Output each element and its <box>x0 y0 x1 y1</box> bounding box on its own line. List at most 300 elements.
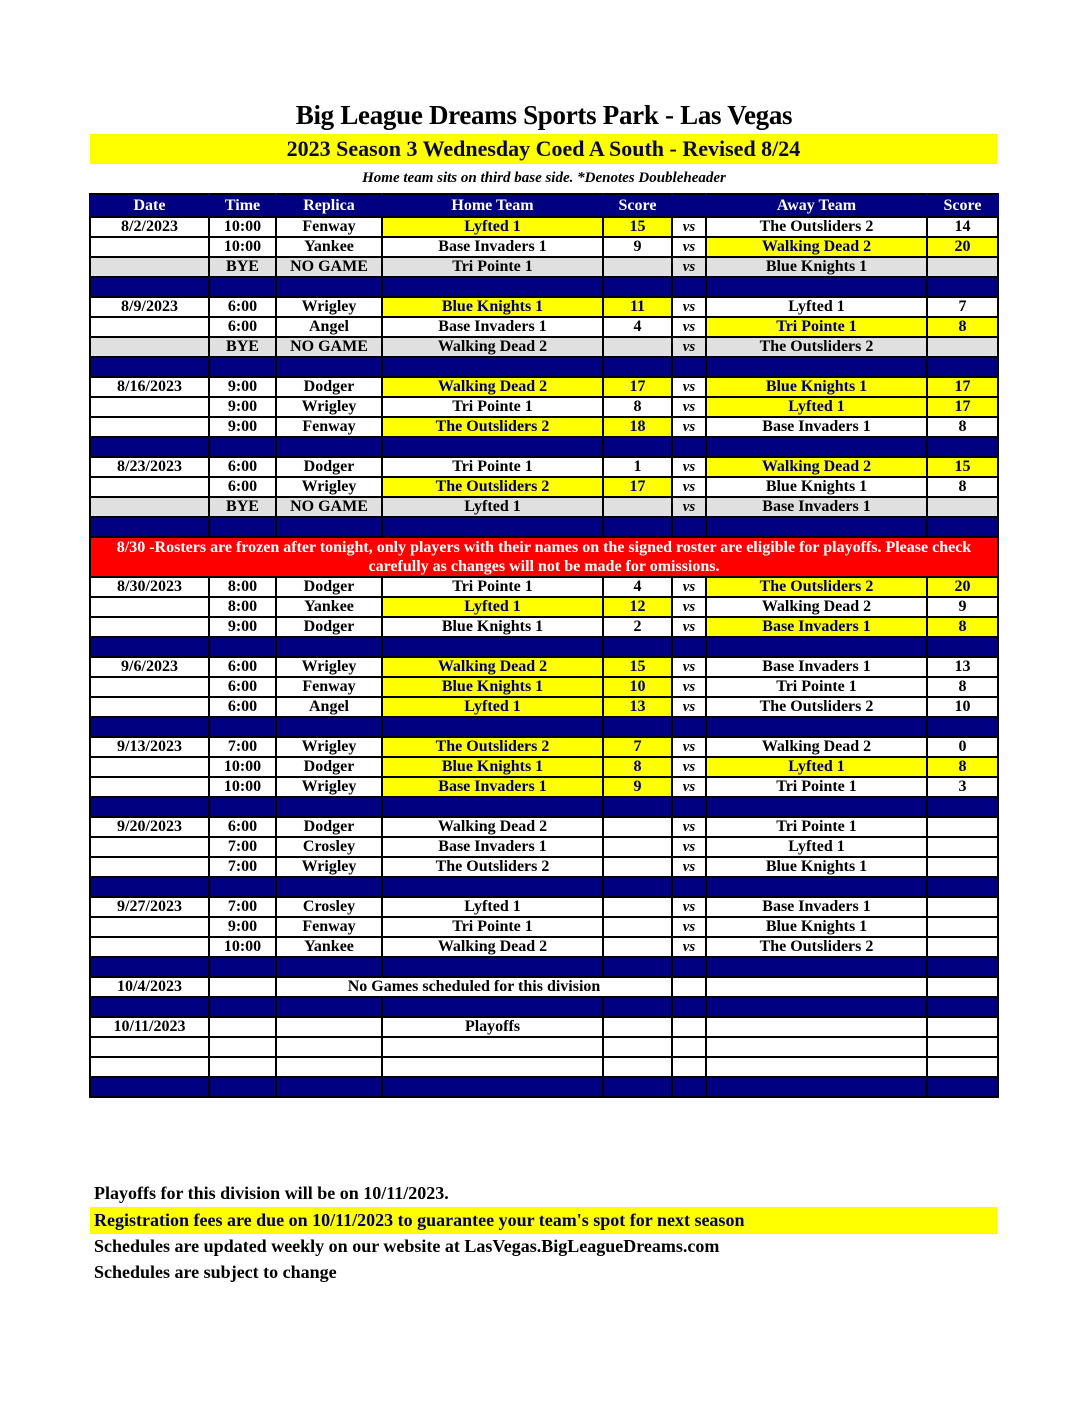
game-row <box>90 377 998 397</box>
vs-label: vs <box>672 777 706 797</box>
separator-cell <box>209 277 276 297</box>
vs-label: vs <box>672 417 706 437</box>
vs-label: vs <box>672 757 706 777</box>
game-time: 10:00 <box>209 217 276 237</box>
away-score: 17 <box>927 397 998 417</box>
game-date: 9/13/2023 <box>90 737 209 757</box>
game-time <box>209 1017 276 1037</box>
home-team: Tri Pointe 1 <box>382 577 603 597</box>
vs-label: vs <box>672 257 706 277</box>
away-score <box>927 897 998 917</box>
footer-registration-note: Registration fees are due on 10/11/2023 to guarantee your team's spot for next season <box>90 1207 997 1234</box>
separator-cell <box>382 637 603 657</box>
away-score <box>927 977 998 997</box>
game-replica: NO GAME <box>276 337 382 357</box>
home-score <box>603 337 672 357</box>
separator-cell <box>90 797 209 817</box>
game-row <box>90 817 998 837</box>
separator-cell <box>927 517 998 537</box>
game-replica: Wrigley <box>276 777 382 797</box>
separator-cell <box>90 517 209 537</box>
game-date <box>90 337 209 357</box>
game-time: BYE <box>209 337 276 357</box>
separator-cell <box>90 357 209 377</box>
home-team: Walking Dead 2 <box>382 377 603 397</box>
separator-cell <box>706 717 927 737</box>
home-score: 2 <box>603 617 672 637</box>
away-score: 0 <box>927 737 998 757</box>
empty-cell <box>927 1017 998 1037</box>
home-score: 15 <box>603 217 672 237</box>
home-score: 4 <box>603 317 672 337</box>
home-team: Base Invaders 1 <box>382 777 603 797</box>
game-row <box>90 657 998 677</box>
game-time: 9:00 <box>209 377 276 397</box>
separator-cell <box>706 357 927 377</box>
separator-cell <box>209 517 276 537</box>
separator-cell <box>90 957 209 977</box>
separator-cell <box>672 997 706 1017</box>
separator-cell <box>382 877 603 897</box>
away-score: 15 <box>927 457 998 477</box>
game-time: 10:00 <box>209 777 276 797</box>
away-score <box>927 817 998 837</box>
separator-cell <box>209 637 276 657</box>
home-score <box>603 497 672 517</box>
home-team: Base Invaders 1 <box>382 837 603 857</box>
empty-cell <box>927 1057 998 1077</box>
home-score <box>603 837 672 857</box>
separator-cell <box>603 437 672 457</box>
home-team: The Outsliders 2 <box>382 477 603 497</box>
away-score <box>927 837 998 857</box>
separator-cell <box>927 957 998 977</box>
separator-cell <box>603 877 672 897</box>
game-row <box>90 937 998 957</box>
home-score: 1 <box>603 457 672 477</box>
empty-cell <box>706 1057 927 1077</box>
empty-cell <box>603 1057 672 1077</box>
away-team: Blue Knights 1 <box>706 917 927 937</box>
game-date: 8/9/2023 <box>90 297 209 317</box>
col-vs <box>672 194 706 217</box>
home-team: Lyfted 1 <box>382 697 603 717</box>
game-row <box>90 497 998 517</box>
separator-cell <box>276 717 382 737</box>
vs-label: vs <box>672 597 706 617</box>
empty-cell <box>672 1057 706 1077</box>
empty-cell <box>603 1017 672 1037</box>
away-team: Walking Dead 2 <box>706 237 927 257</box>
away-score: 20 <box>927 237 998 257</box>
separator-cell <box>276 997 382 1017</box>
away-score <box>927 917 998 937</box>
away-score: 3 <box>927 777 998 797</box>
away-score: 8 <box>927 417 998 437</box>
separator-cell <box>927 637 998 657</box>
separator-cell <box>90 877 209 897</box>
game-date <box>90 677 209 697</box>
away-team: Walking Dead 2 <box>706 737 927 757</box>
game-replica: Fenway <box>276 417 382 437</box>
header-row <box>90 194 998 217</box>
home-score: 11 <box>603 297 672 317</box>
footer-change-note: Schedules are subject to change <box>94 1262 337 1282</box>
game-row <box>90 597 998 617</box>
separator-cell <box>382 997 603 1017</box>
game-replica: Yankee <box>276 937 382 957</box>
separator-cell <box>382 797 603 817</box>
separator-cell <box>706 1077 927 1097</box>
separator-cell <box>382 1077 603 1097</box>
game-replica: Dodger <box>276 757 382 777</box>
vs-label: vs <box>672 657 706 677</box>
col-away-team: Away Team <box>706 194 927 217</box>
home-score: 17 <box>603 477 672 497</box>
game-time: 6:00 <box>209 317 276 337</box>
game-replica: Crosley <box>276 837 382 857</box>
game-replica: Fenway <box>276 217 382 237</box>
separator-cell <box>706 877 927 897</box>
separator-cell <box>276 437 382 457</box>
empty-cell <box>382 1057 603 1077</box>
separator-cell <box>276 957 382 977</box>
game-time: 8:00 <box>209 577 276 597</box>
game-time: 9:00 <box>209 397 276 417</box>
page-title: Big League Dreams Sports Park - Las Vegas <box>295 100 793 130</box>
separator-cell <box>382 357 603 377</box>
home-team: Base Invaders 1 <box>382 237 603 257</box>
vs-label: vs <box>672 917 706 937</box>
game-row <box>90 337 998 357</box>
separator-cell <box>603 637 672 657</box>
game-row <box>90 837 998 857</box>
home-team: The Outsliders 2 <box>382 417 603 437</box>
away-score <box>927 337 998 357</box>
separator-cell <box>927 1077 998 1097</box>
game-date <box>90 417 209 437</box>
col-away-score: Score <box>927 194 998 217</box>
game-date <box>90 757 209 777</box>
home-team: Lyfted 1 <box>382 217 603 237</box>
away-team: Tri Pointe 1 <box>706 677 927 697</box>
away-team: Lyfted 1 <box>706 297 927 317</box>
separator-cell <box>276 517 382 537</box>
separator-cell <box>672 797 706 817</box>
game-date <box>90 497 209 517</box>
home-score: 8 <box>603 757 672 777</box>
away-team: The Outsliders 2 <box>706 577 927 597</box>
empty-cell <box>927 1037 998 1057</box>
separator-cell <box>603 957 672 977</box>
vs-label: vs <box>672 697 706 717</box>
separator-cell <box>672 437 706 457</box>
game-row <box>90 297 998 317</box>
game-row <box>90 217 998 237</box>
game-time: 7:00 <box>209 897 276 917</box>
vs-label: vs <box>672 577 706 597</box>
game-replica: Fenway <box>276 677 382 697</box>
game-date: 8/30/2023 <box>90 577 209 597</box>
empty-cell <box>603 1037 672 1057</box>
separator-cell <box>927 437 998 457</box>
away-team: Blue Knights 1 <box>706 477 927 497</box>
separator-cell <box>209 1077 276 1097</box>
game-date <box>90 777 209 797</box>
game-time: 10:00 <box>209 757 276 777</box>
vs-label: vs <box>672 497 706 517</box>
separator-cell <box>209 437 276 457</box>
game-replica: Wrigley <box>276 297 382 317</box>
game-date <box>90 937 209 957</box>
game-date: 8/16/2023 <box>90 377 209 397</box>
game-time: 8:00 <box>209 597 276 617</box>
away-team: Base Invaders 1 <box>706 417 927 437</box>
game-date <box>90 257 209 277</box>
game-row <box>90 257 998 277</box>
col-home-score: Score <box>603 194 672 217</box>
game-time: 9:00 <box>209 917 276 937</box>
home-score <box>603 937 672 957</box>
separator-cell <box>90 637 209 657</box>
away-team: Base Invaders 1 <box>706 617 927 637</box>
away-score <box>927 257 998 277</box>
empty-cell <box>90 1057 209 1077</box>
game-time: BYE <box>209 257 276 277</box>
separator-cell <box>90 1077 209 1097</box>
separator-row <box>90 517 998 537</box>
game-replica: Yankee <box>276 597 382 617</box>
game-time: BYE <box>209 497 276 517</box>
home-score: 18 <box>603 417 672 437</box>
game-replica: Wrigley <box>276 477 382 497</box>
separator-cell <box>927 277 998 297</box>
game-date <box>90 857 209 877</box>
game-time: 6:00 <box>209 657 276 677</box>
game-row <box>90 617 998 637</box>
separator-cell <box>276 277 382 297</box>
home-team: The Outsliders 2 <box>382 857 603 877</box>
vs-label: vs <box>672 397 706 417</box>
home-team: Walking Dead 2 <box>382 817 603 837</box>
game-time: 10:00 <box>209 237 276 257</box>
vs-label: vs <box>672 457 706 477</box>
separator-cell <box>672 1077 706 1097</box>
separator-cell <box>276 797 382 817</box>
game-row <box>90 917 998 937</box>
separator-cell <box>209 357 276 377</box>
home-score: 7 <box>603 737 672 757</box>
game-date <box>90 917 209 937</box>
separator-cell <box>672 637 706 657</box>
col-home-team: Home Team <box>382 194 603 217</box>
home-score: 13 <box>603 697 672 717</box>
empty-cell <box>209 1057 276 1077</box>
game-replica: Dodger <box>276 577 382 597</box>
playoffs-text: Playoffs <box>382 1017 603 1037</box>
empty-row <box>90 1057 998 1077</box>
separator-row <box>90 797 998 817</box>
home-team: Blue Knights 1 <box>382 757 603 777</box>
separator-cell <box>672 517 706 537</box>
separator-cell <box>382 957 603 977</box>
separator-row <box>90 717 998 737</box>
game-replica: Wrigley <box>276 397 382 417</box>
vs-label <box>672 977 706 997</box>
game-date <box>90 837 209 857</box>
footer-playoffs-note: Playoffs for this division will be on 10/11/2023. <box>94 1183 449 1203</box>
game-time: 9:00 <box>209 417 276 437</box>
separator-cell <box>209 957 276 977</box>
home-score: 9 <box>603 237 672 257</box>
home-team: Lyfted 1 <box>382 597 603 617</box>
vs-label: vs <box>672 477 706 497</box>
separator-cell <box>382 517 603 537</box>
separator-row <box>90 877 998 897</box>
season-subtitle: 2023 Season 3 Wednesday Coed A South - Revised 8/24 <box>90 134 997 164</box>
empty-cell <box>382 1037 603 1057</box>
home-team: Walking Dead 2 <box>382 657 603 677</box>
vs-label: vs <box>672 897 706 917</box>
away-team: Walking Dead 2 <box>706 597 927 617</box>
game-time: 6:00 <box>209 697 276 717</box>
vs-label: vs <box>672 377 706 397</box>
game-row <box>90 737 998 757</box>
game-row <box>90 457 998 477</box>
separator-cell <box>603 1077 672 1097</box>
schedule-table <box>89 193 999 1098</box>
vs-label: vs <box>672 337 706 357</box>
separator-cell <box>603 797 672 817</box>
home-team: Lyfted 1 <box>382 897 603 917</box>
separator-cell <box>672 717 706 737</box>
separator-cell <box>90 717 209 737</box>
away-team: Lyfted 1 <box>706 397 927 417</box>
home-score <box>603 897 672 917</box>
game-time: 7:00 <box>209 837 276 857</box>
away-team <box>706 977 927 997</box>
away-score: 9 <box>927 597 998 617</box>
separator-cell <box>209 797 276 817</box>
away-team: Lyfted 1 <box>706 837 927 857</box>
separator-cell <box>382 437 603 457</box>
roster-alert-row <box>90 537 998 577</box>
game-time: 6:00 <box>209 817 276 837</box>
roster-alert: 8/30 -Rosters are frozen after tonight, only players with their names on the signed roster are eligible for playoffs. Please check carefully as changes will not be made for omissions. <box>90 537 998 577</box>
game-row <box>90 757 998 777</box>
separator-row <box>90 637 998 657</box>
separator-cell <box>706 957 927 977</box>
game-replica: NO GAME <box>276 497 382 517</box>
game-row <box>90 777 998 797</box>
home-score <box>603 917 672 937</box>
game-replica: Dodger <box>276 457 382 477</box>
away-score <box>927 497 998 517</box>
home-team: Blue Knights 1 <box>382 297 603 317</box>
away-team: Base Invaders 1 <box>706 897 927 917</box>
separator-cell <box>90 277 209 297</box>
separator-cell <box>706 517 927 537</box>
empty-cell <box>706 1037 927 1057</box>
away-score: 8 <box>927 317 998 337</box>
home-team: Blue Knights 1 <box>382 617 603 637</box>
separator-cell <box>706 997 927 1017</box>
separator-cell <box>672 877 706 897</box>
game-date <box>90 237 209 257</box>
home-score <box>603 817 672 837</box>
away-score: 14 <box>927 217 998 237</box>
game-row <box>90 397 998 417</box>
away-score: 8 <box>927 477 998 497</box>
game-row <box>90 417 998 437</box>
home-score <box>603 257 672 277</box>
home-score: 9 <box>603 777 672 797</box>
home-team: Tri Pointe 1 <box>382 257 603 277</box>
game-time <box>209 977 276 997</box>
game-date: 8/23/2023 <box>90 457 209 477</box>
vs-label: vs <box>672 677 706 697</box>
away-team: The Outsliders 2 <box>706 217 927 237</box>
game-date: 9/20/2023 <box>90 817 209 837</box>
away-score: 20 <box>927 577 998 597</box>
game-row <box>90 677 998 697</box>
game-replica: Yankee <box>276 237 382 257</box>
separator-cell <box>276 1077 382 1097</box>
col-date: Date <box>90 194 209 217</box>
separator-row <box>90 277 998 297</box>
away-score: 7 <box>927 297 998 317</box>
col-time: Time <box>209 194 276 217</box>
separator-cell <box>672 357 706 377</box>
vs-label: vs <box>672 817 706 837</box>
game-time: 9:00 <box>209 617 276 637</box>
home-team: Walking Dead 2 <box>382 337 603 357</box>
away-score: 8 <box>927 757 998 777</box>
game-time: 7:00 <box>209 737 276 757</box>
separator-cell <box>603 517 672 537</box>
game-row <box>90 697 998 717</box>
game-replica: Wrigley <box>276 857 382 877</box>
home-team-note: Home team sits on third base side. *Denotes Doubleheader <box>362 170 726 186</box>
separator-row <box>90 437 998 457</box>
away-team: Lyfted 1 <box>706 757 927 777</box>
away-team: The Outsliders 2 <box>706 937 927 957</box>
game-date <box>90 397 209 417</box>
vs-label: vs <box>672 737 706 757</box>
game-replica: Wrigley <box>276 657 382 677</box>
separator-cell <box>706 277 927 297</box>
separator-cell <box>209 877 276 897</box>
vs-label: vs <box>672 617 706 637</box>
separator-cell <box>927 797 998 817</box>
separator-cell <box>382 277 603 297</box>
game-row <box>90 237 998 257</box>
vs-label: vs <box>672 317 706 337</box>
home-score <box>603 857 672 877</box>
home-team: Tri Pointe 1 <box>382 917 603 937</box>
separator-cell <box>706 797 927 817</box>
home-team: Lyfted 1 <box>382 497 603 517</box>
home-score: 15 <box>603 657 672 677</box>
separator-row <box>90 957 998 977</box>
away-team: The Outsliders 2 <box>706 697 927 717</box>
home-score: 8 <box>603 397 672 417</box>
home-score: 17 <box>603 377 672 397</box>
separator-cell <box>603 717 672 737</box>
away-team: Walking Dead 2 <box>706 457 927 477</box>
vs-label: vs <box>672 237 706 257</box>
separator-cell <box>209 717 276 737</box>
